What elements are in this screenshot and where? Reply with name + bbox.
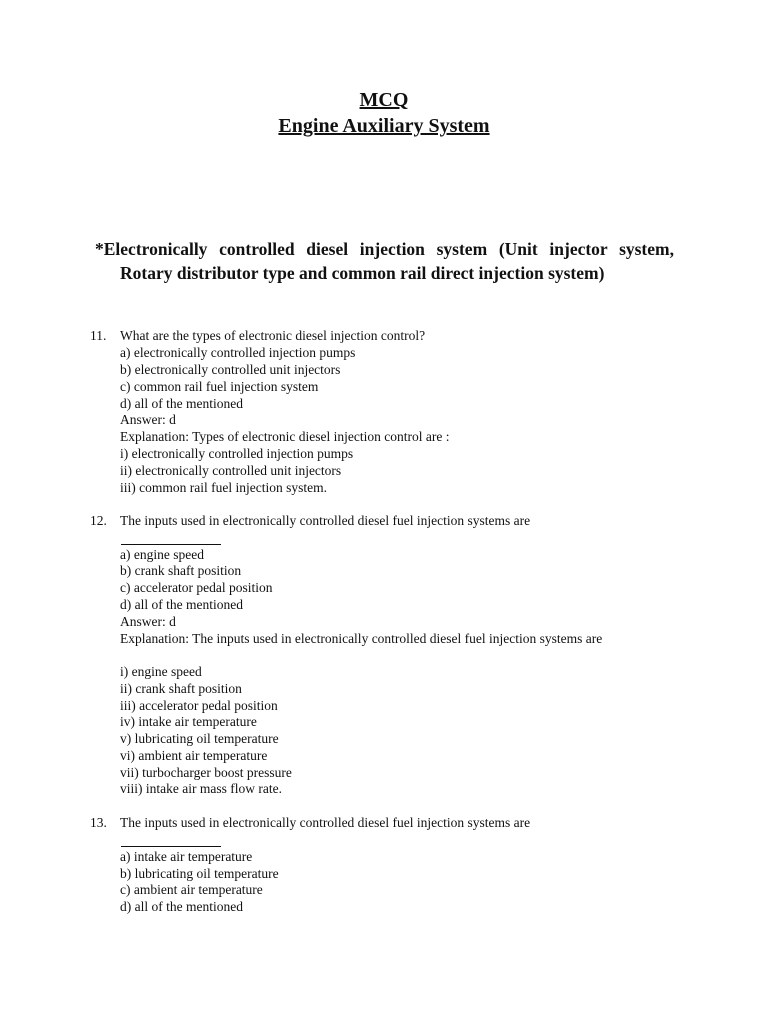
option: b) crank shaft position (120, 563, 242, 578)
question-number: 13. (90, 815, 107, 830)
question-text: The inputs used in electronically controlled diesel fuel injection systems are (120, 513, 531, 528)
explanation-item: i) electronically controlled injection pumps (120, 446, 354, 461)
explanation-item: vii) turbocharger boost pressure (120, 765, 292, 780)
answer: Answer: d (120, 412, 176, 427)
option: d) all of the mentioned (120, 597, 243, 612)
explanation-item: iv) intake air temperature (120, 714, 257, 729)
option: a) engine speed (120, 547, 204, 562)
option: d) all of the mentioned (120, 899, 243, 914)
explanation-item: vi) ambient air temperature (120, 748, 268, 763)
option: b) electronically controlled unit injectors (120, 362, 341, 377)
option: c) ambient air temperature (120, 882, 263, 897)
explanation-item: viii) intake air mass flow rate. (120, 781, 282, 796)
explanation: Explanation: Types of electronic diesel injection control are : (120, 429, 450, 444)
section-heading (95, 238, 674, 285)
question-text: The inputs used in electronically controlled diesel fuel injection systems are (120, 815, 531, 830)
explanation-item: v) lubricating oil temperature (120, 731, 279, 746)
option: a) intake air temperature (120, 849, 253, 864)
doc-subtitle: Engine Auxiliary System (278, 115, 490, 137)
explanation-item: i) engine speed (120, 664, 202, 679)
explanation-item: ii) electronically controlled unit injectors (120, 463, 342, 478)
option: b) lubricating oil temperature (120, 866, 279, 881)
explanation: Explanation: The inputs used in electronically controlled diesel fuel injection systems are (120, 631, 603, 646)
option: c) accelerator pedal position (120, 580, 273, 595)
question-number: 11. (90, 328, 107, 343)
option: c) common rail fuel injection system (120, 379, 319, 394)
option: a) electronically controlled injection pumps (120, 345, 356, 360)
explanation-item: ii) crank shaft position (120, 681, 242, 696)
explanation-item: iii) common rail fuel injection system. (120, 480, 327, 495)
question-number: 12. (90, 513, 107, 528)
question-text: What are the types of electronic diesel injection control? (120, 328, 426, 343)
answer-blank (121, 846, 221, 847)
answer: Answer: d (120, 614, 176, 629)
option: d) all of the mentioned (120, 396, 243, 411)
answer-blank (121, 544, 221, 545)
doc-title: MCQ (359, 89, 409, 111)
explanation-item: iii) accelerator pedal position (120, 698, 278, 713)
section-heading-text: *Electronically controlled diesel injection system (Unit injector system, Rotary distributor type and common rail direct injection system) (95, 239, 674, 283)
